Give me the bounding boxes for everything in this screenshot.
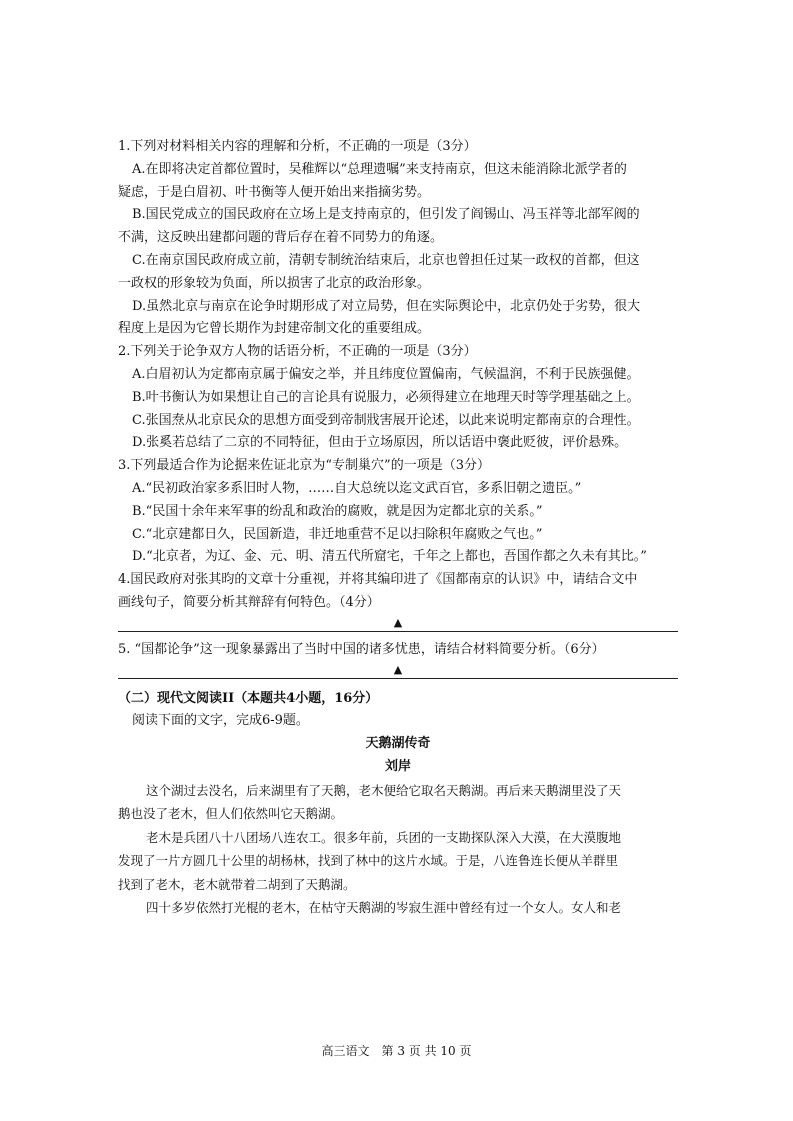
q5-stem: 5. “国都论争”这一现象暴露出了当时中国的诸多忧患，请结合材料简要分析。（6分） (118, 641, 605, 657)
q1-option-a-line1: A.在即将决定首都位置时，吴稚辉以“总理遗嘱”来支持南京，但这未能消除北派学者的 (132, 161, 627, 177)
q4-stem-line2: 画线句子，简要分析其辩辞有何特色。（4分） (118, 594, 380, 610)
story-paragraph-3-line1: 四十多岁依然打光棍的老木，在枯守天鹅湖的岑寂生涯中曾经有过一个女人。女人和老 (146, 900, 622, 916)
q1-option-c-line2: 一政权的形象较为负面，所以损害了北京的政治形象。 (118, 275, 431, 291)
story-body (118, 779, 678, 920)
story-paragraph-2-line1: 老木是兵团八十八团场八连农工。很多年前，兵团的一支勘探队深入大漠，在大漠腹地 (146, 829, 622, 845)
q3-option-d: D.“北京者，为辽、金、元、明、清五代所窟宅，千年之上都也，吾国作都之久未有其比。” (132, 549, 647, 565)
q1-option-d-line2: 程度上是因为它曾长期作为封建帝制文化的重要组成。 (118, 321, 431, 337)
q1-option-b-line1: B.国民党成立的国民政府在立场上是支持南京的，但引发了阎锡山、冯玉祥等北部军阀的 (132, 207, 640, 223)
q5-answer-area (118, 662, 678, 684)
q1-option-b-line2: 不满，这反映出建都问题的背后存在着不同势力的角逐。 (118, 230, 444, 246)
page-footer: 高三语文 第 3 页 共 10 页 (321, 1044, 472, 1058)
answer-triangle-icon: ▲ (393, 615, 403, 629)
page-content (118, 136, 678, 920)
q3-option-a: A.“民初政治家多系旧时人物，……自大总统以迄文武百官，多系旧朝之遗臣。” (132, 480, 582, 496)
q1-option-d-line1: D.虽然北京与南京在论争时期形成了对立局势，但在实际舆论中，北京仍处于劣势，很大 (132, 298, 641, 314)
answer-rule (118, 678, 678, 679)
q4-stem-line1: 4.国民政府对张其昀的文章十分重视，并将其编印进了《国都南京的认识》中，请结合文中 (118, 572, 638, 588)
story-title: 天鹅湖传奇 (365, 736, 431, 752)
section-heading: （二）现代文阅读II（本题共4小题，16分） (118, 690, 379, 706)
q1-option-c-line1: C.在南京国民政府成立前，清朝专制统治结束后，北京也曾担任过某一政权的首都，但这 (132, 252, 640, 268)
story-paragraph-2-line3: 找到了老木，老木就带着二胡到了天鹅湖。 (118, 876, 356, 892)
q2-option-a: A.白眉初认为定都南京属于偏安之举，并且纬度位置偏南，气候温润，不利于民族强健。 (132, 366, 640, 382)
q3-option-c: C.“北京建都日久，民国新造，非迁地重营不足以扫除积年腐败之气也。” (132, 526, 543, 542)
story-paragraph-2-line2: 发现了一片方圆几十公里的胡杨林，找到了林中的这片水域。于是，八连鲁连长便从羊群里 (118, 853, 619, 869)
q2-stem: 2.下列关于论争双方人物的话语分析，不正确的一项是（3分） (118, 344, 477, 360)
q1-option-a-line2: 疑虑，于是白眉初、叶书衡等人便开始出来指摘劣势。 (118, 184, 431, 200)
story-author: 刘岸 (384, 758, 411, 774)
q3-stem: 3.下列最适合作为论据来佐证北京为“专制巢穴”的一项是（3分） (118, 458, 490, 474)
q2-option-b: B.叶书衡认为如果想让自己的言论具有说服力，必须得建立在地理天时等学理基础之上。 (132, 389, 640, 405)
q2-option-d: D.张奚若总结了二京的不同特征，但由于立场原因，所以话语中褒此贬彼，评价悬殊。 (132, 435, 628, 451)
q1-stem: 1.下列对材料相关内容的理解和分析，不正确的一项是（3分） (118, 139, 477, 154)
section-instruction: 阅读下面的文字，完成6-9题。 (132, 713, 309, 729)
answer-triangle-icon: ▲ (393, 662, 403, 676)
q3-option-b: B.“民国十余年来军事的纷乱和政治的腐败，就是因为定都北京的关系。” (132, 503, 543, 519)
answer-rule (118, 631, 678, 632)
story-paragraph-1-line2: 鹅也没了老木，但人们依然叫它天鹅湖。 (118, 806, 344, 822)
q2-option-c: C.张国焘从北京民众的思想方面受到帝制戕害展开论述，以此来说明定都南京的合理性。 (132, 412, 640, 428)
story-paragraph-1-line1: 这个湖过去没名，后来湖里有了天鹅，老木便给它取名天鹅湖。再后来天鹅湖里没了天 (146, 782, 622, 798)
q4-answer-area (118, 615, 678, 637)
